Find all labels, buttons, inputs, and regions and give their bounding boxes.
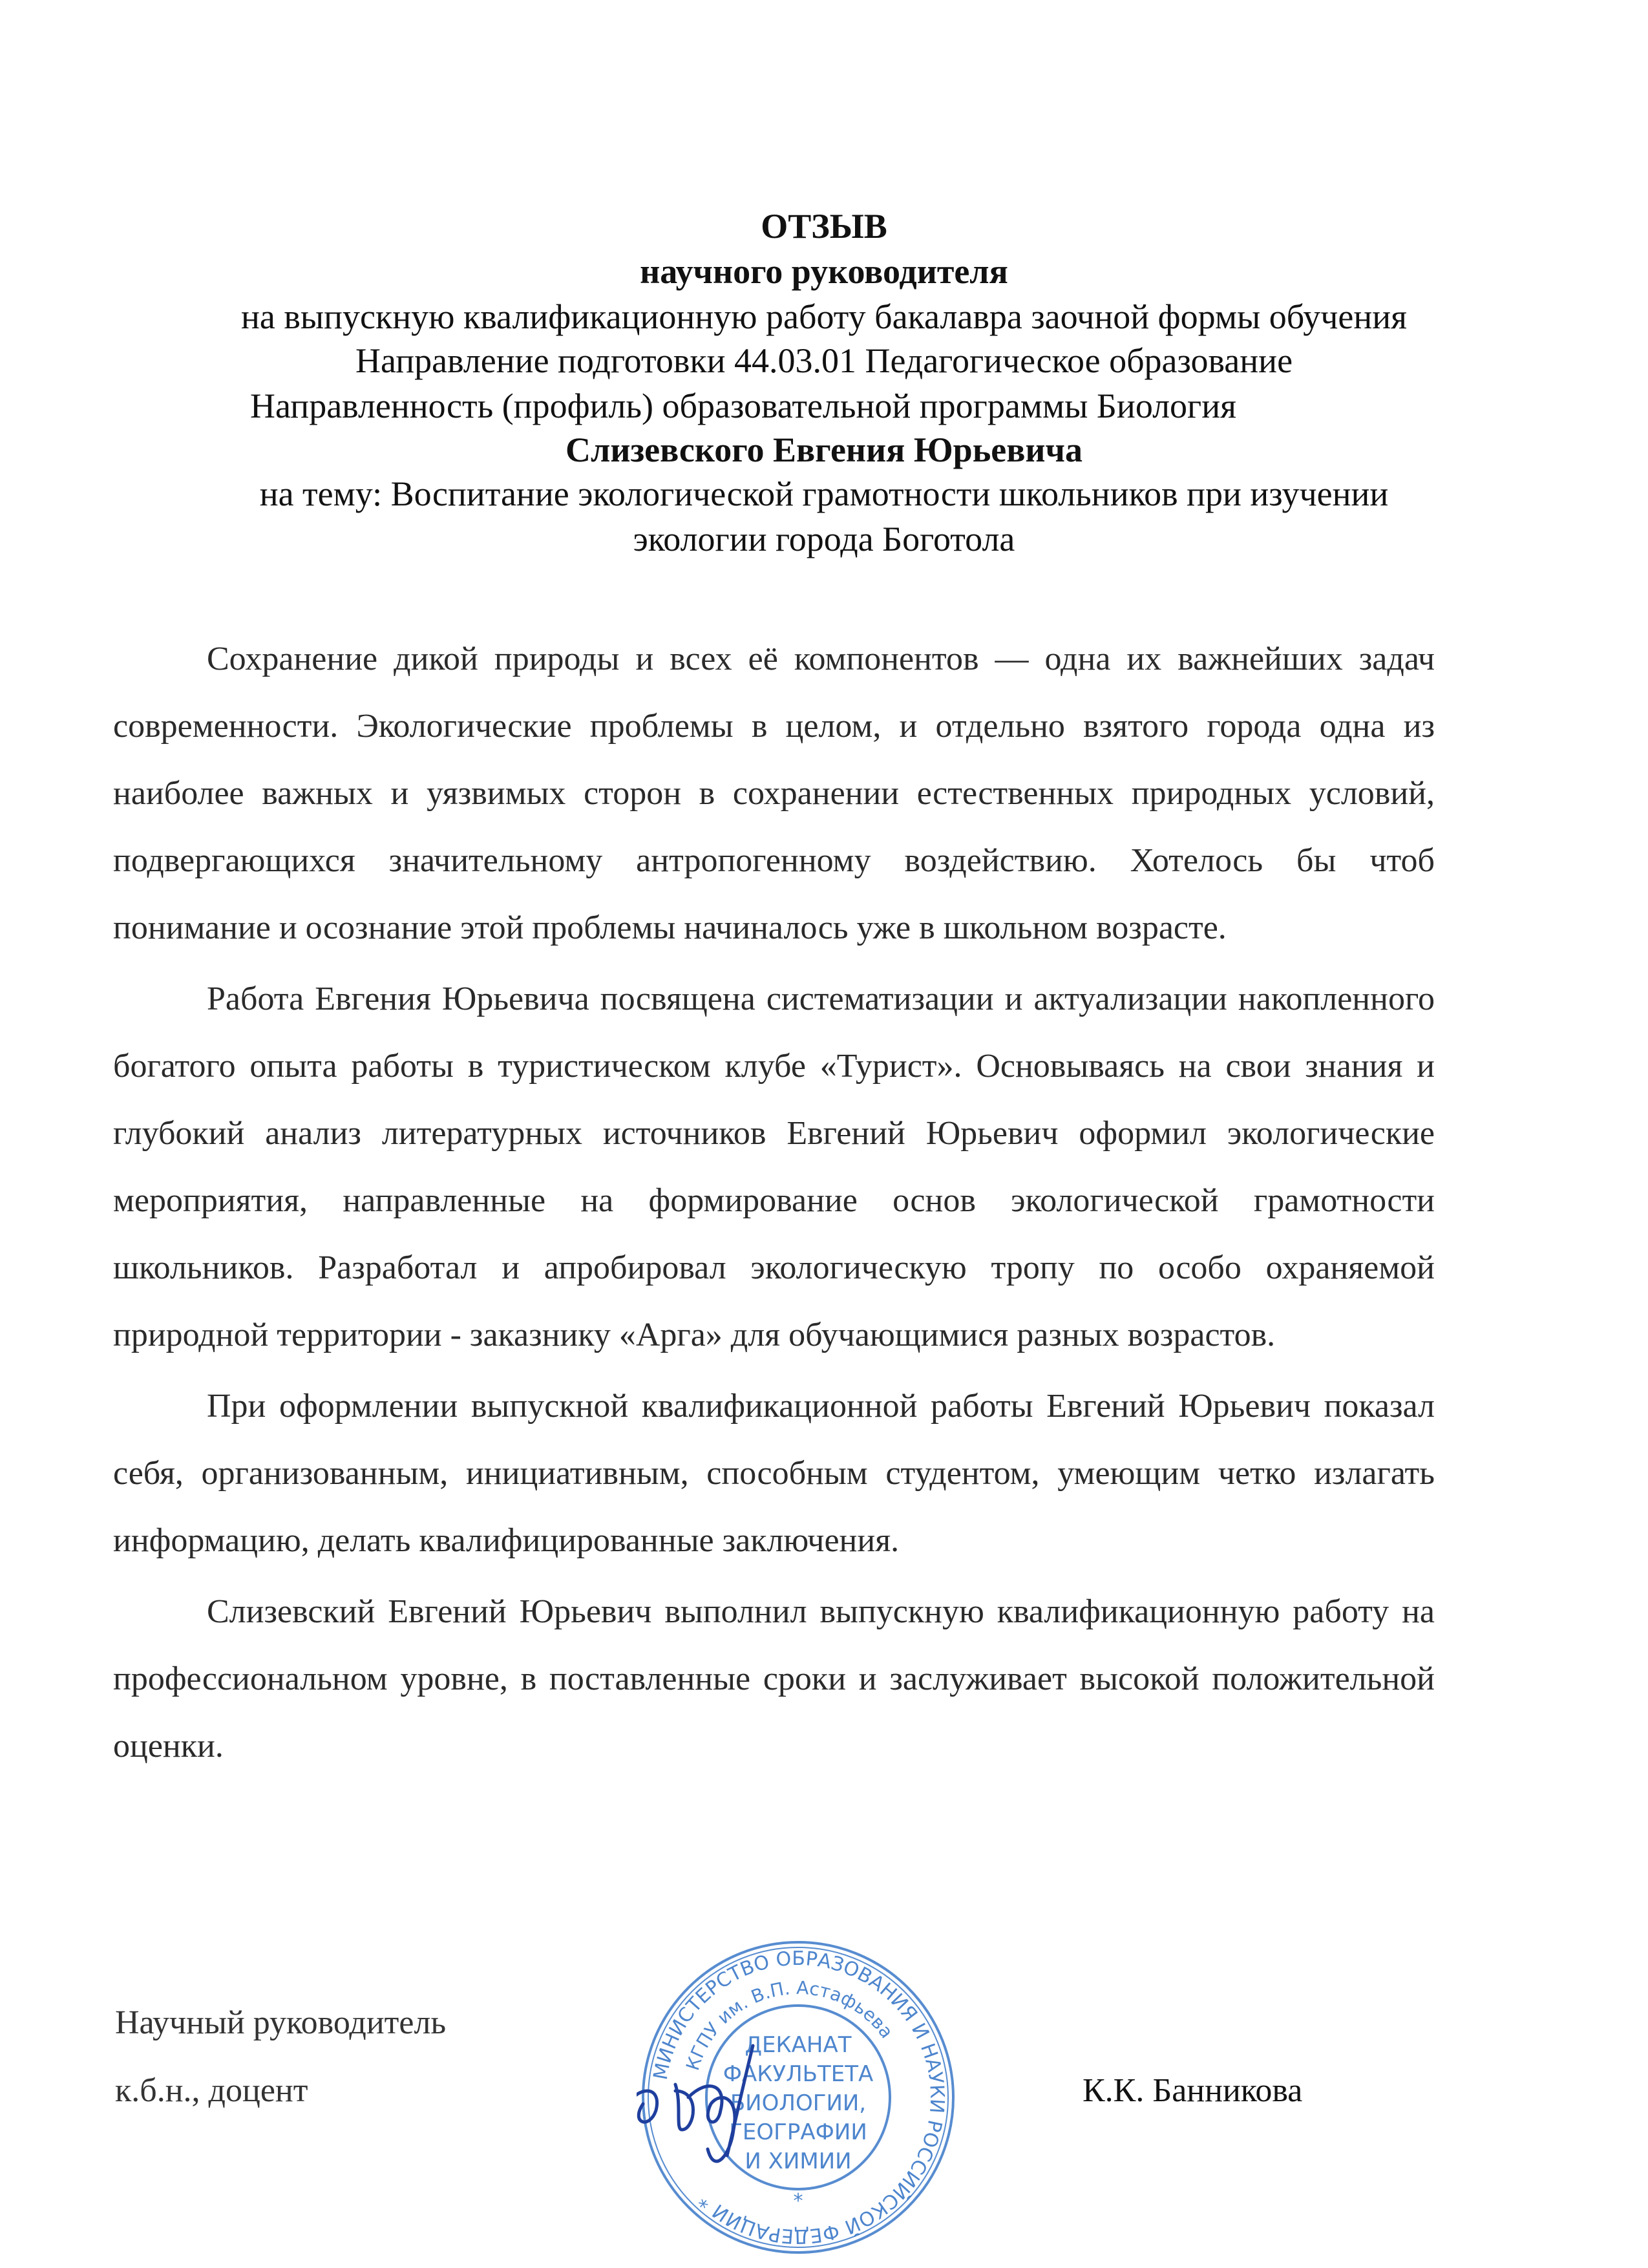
stamp-outer-text: МИНИСТЕРСТВО ОБРАЗОВАНИЯ И НАУКИ РОССИЙСКОЙ ФЕДЕРАЦИИ * (649, 1947, 949, 2248)
paragraph: При оформлении выпускной квалификационной работы Евгений Юрьевич показал себя, организованным, инициативным, способным студентом, умеющим четко излагать информацию, делать квалифицированные заключения. (113, 1388, 1435, 1559)
topic-line-2: экологии города Боготола (633, 520, 1015, 558)
document-title: ОТЗЫВ (761, 207, 887, 246)
stamp-seal-icon (637, 1936, 960, 2259)
header-line-direction: Направление подготовки 44.03.01 Педагогическое образование (355, 341, 1293, 380)
official-stamp (637, 1936, 960, 2262)
stamp-center-line: ФАКУЛЬТЕТА (723, 2061, 874, 2087)
stamp-center-line: ДЕКАНАТ (745, 2032, 852, 2058)
signature-name: К.К. Банникова (1083, 2072, 1303, 2109)
document-subtitle: научного руководителя (640, 252, 1008, 291)
stamp-center-line: БИОЛОГИИ, (730, 2090, 867, 2116)
signature-degree: к.б.н., доцент (115, 2072, 308, 2109)
paragraph: Слизевский Евгений Юрьевич выполнил выпускную квалификационную работу на профессиональном уровне, в поставленные сроки и заслуживает высокой положительной оценки. (113, 1593, 1435, 1765)
stamp-center-line: ГЕОГРАФИИ (729, 2119, 867, 2145)
stamp-center-line: И ХИМИИ (745, 2148, 852, 2174)
header-line-profile: Направленность (профиль) образовательной программы Биология (250, 387, 1236, 425)
topic-line-1: на тему: Воспитание экологической грамотности школьников при изучении (259, 474, 1389, 513)
signature-role: Научный руководитель (115, 2004, 447, 2041)
paragraph: Сохранение дикой природы и всех её компонентов — одна их важнейших задач современности. Экологические проблемы в целом, и отдельно взятого города одна из наиболее важных и уязвимых сторон в сохранении естественных природных условий, подвергающихся значительному антропогенному воздействию. Хотелось бы чтоб понимание и осознание этой проблемы начиналось уже в школьном возрасте. (113, 641, 1435, 946)
paragraph: Работа Евгения Юрьевича посвящена систематизации и актуализации накопленного богатого опыта работы в туристическом клубе «Турист». Основываясь на свои знания и глубокий анализ литературных источников Евгений Юрьевич оформил экологические мероприятия, направленные на формирование основ экологической грамотности школьников. Разработал и апробировал экологическую тропу по особо охраняемой природной территории - заказнику «Арга» для обучающимися разных возрастов. (113, 980, 1435, 1353)
review-body (113, 626, 1435, 1784)
header-line-work-type: на выпускную квалификационную работу бакалавра заочной формы обучения (241, 297, 1407, 336)
student-name: Слизевского Евгения Юрьевича (565, 430, 1083, 469)
stamp-middle-text: КГПУ им. В.П. Астафьева (681, 1977, 898, 2073)
document-header (0, 206, 1648, 560)
svg-text:*: * (793, 2190, 803, 2212)
